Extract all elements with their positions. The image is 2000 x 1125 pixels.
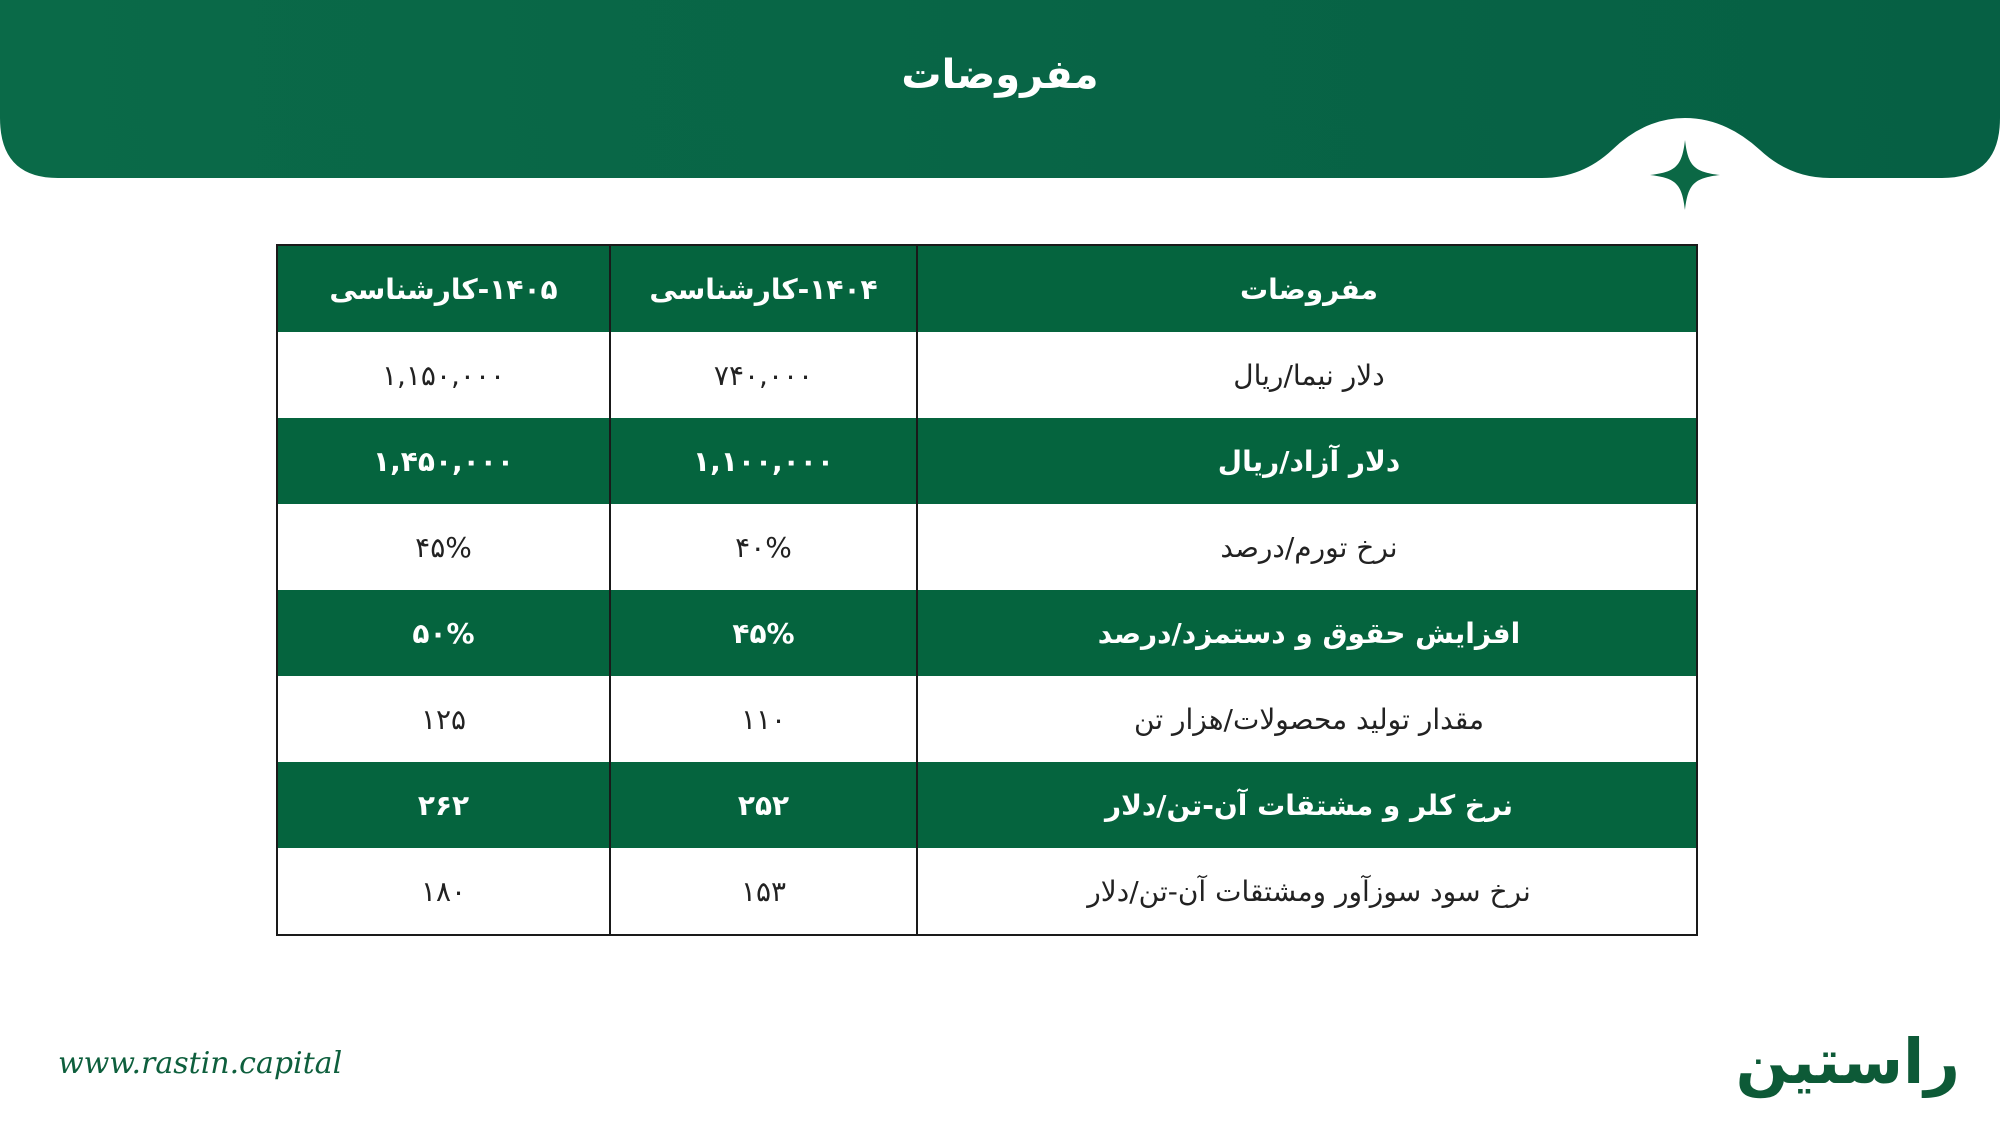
value-1405: ۴۵%: [415, 530, 472, 564]
rastin-logo: [1735, 1022, 1960, 1102]
table-row: [278, 332, 1698, 418]
row-label: دلار آزاد/ریال: [917, 418, 1698, 504]
assumptions-table: [276, 244, 1698, 936]
value-1405: ۱,۴۵۰,۰۰۰: [373, 444, 514, 478]
value-1404: ۱۵۳: [610, 848, 917, 934]
table-row: [278, 848, 1698, 934]
value-1404: ۷۴۰,۰۰۰: [610, 332, 917, 418]
row-label: نرخ تورم/درصد: [917, 504, 1698, 590]
row-label: نرخ کلر و مشتقات آن-تن/دلار: [917, 762, 1698, 848]
table-row: [278, 762, 1698, 848]
row-label: مقدار تولید محصولات/هزار تن: [917, 676, 1698, 762]
row-label: افزایش حقوق و دستمزد/درصد: [917, 590, 1698, 676]
table-row: [278, 676, 1698, 762]
value-1405: ۵۰%: [412, 616, 475, 650]
header-cell-assumptions: مفروضات: [917, 246, 1698, 332]
table-header-row: [278, 246, 1698, 332]
value-1404: ۲۵۲: [610, 762, 917, 848]
row-label: دلار نیما/ریال: [917, 332, 1698, 418]
table-row: [278, 590, 1698, 676]
website-link[interactable]: www.rastin.capital: [58, 1046, 343, 1081]
page-title: مفروضات: [901, 52, 1099, 98]
value-1404: ۴۰%: [610, 504, 917, 590]
value-1405: ۱۸۰: [420, 874, 467, 908]
value-1404: ۱۱۰: [610, 676, 917, 762]
header-cell-1404: ۱۴۰۴-کارشناسی: [610, 246, 917, 332]
row-label: نرخ سود سوزآور ومشتقات آن-تن/دلار: [917, 848, 1698, 934]
sparkle-icon: [1648, 138, 1722, 212]
value-1405: ۱,۱۵۰,۰۰۰: [381, 358, 506, 392]
value-1404: ۴۵%: [610, 590, 917, 676]
table-row: [278, 504, 1698, 590]
header-cell-1405: ۱۴۰۵-کارشناسی: [329, 272, 558, 306]
logo-text: راستین: [1735, 1025, 1960, 1098]
value-1405: ۱۲۵: [420, 702, 467, 736]
value-1405: ۲۶۲: [417, 788, 470, 822]
table-row: [278, 418, 1698, 504]
value-1404: ۱,۱۰۰,۰۰۰: [610, 418, 917, 504]
